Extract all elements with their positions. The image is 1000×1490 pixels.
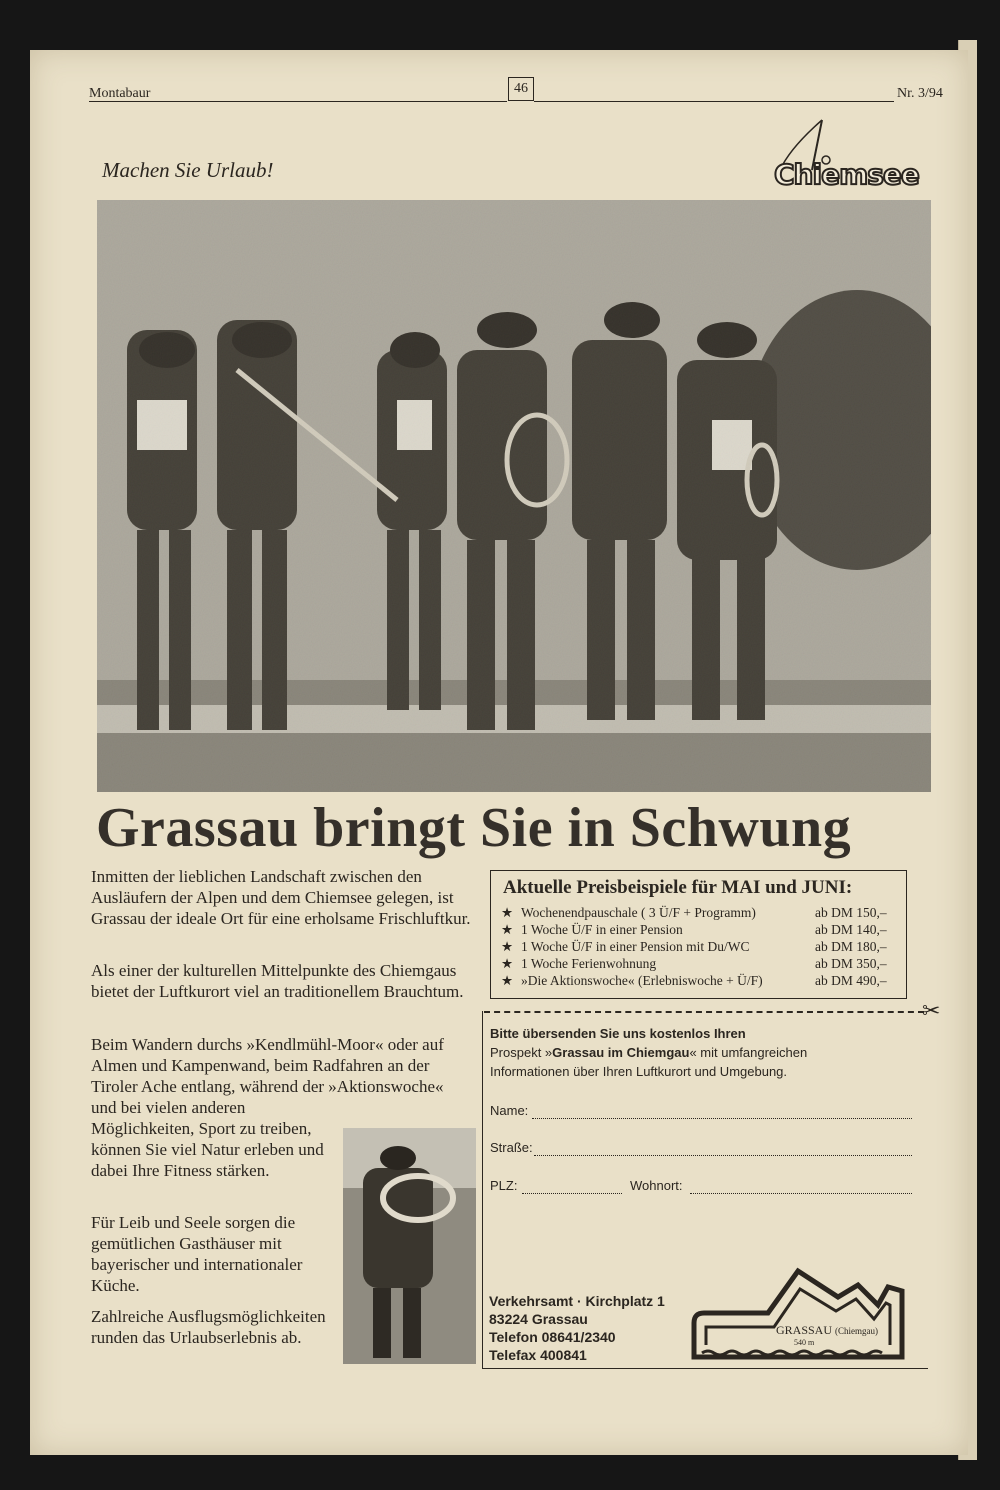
star-icon: ★ [501,922,514,937]
coupon-line-2-pre: Prospekt » [490,1045,553,1060]
body-paragraph-4: Für Leib und Seele sorgen die gemütlichen Gasthäuser mit bayerischer und internationaler Küche. [91,1213,303,1295]
price-row-value: ab DM 490,– [815,973,887,988]
body-paragraph-3: Beim Wandern durchs »Kendlmühl-Moor« oder auf Almen und Kampenwand, beim Radfahren an der Tiroler Ache entlang, während der »Aktionswoche« und bei vielen anderen [91,1035,444,1117]
street-label: Straße: [490,1140,533,1155]
mountain-logo-icon [688,1265,910,1365]
price-row-value: ab DM 150,– [815,905,887,920]
grassau-logo [688,1265,910,1365]
coupon-line-3: Informationen über Ihren Luftkurort und Umgebung. [490,1064,788,1079]
address-line: 83224 Grassau [489,1311,588,1327]
coupon-line-2-post: « mit umfangreichen [689,1045,808,1060]
coupon-bottom-border [482,1368,928,1369]
brass-band-photo [97,200,931,792]
price-row-label: »Die Aktionswoche« (Erlebniswoche + Ü/F) [521,973,763,988]
zip-field[interactable] [522,1193,622,1194]
price-row-label: 1 Woche Ü/F in einer Pension [521,922,683,937]
header-rule-left [89,101,507,102]
price-row-value: ab DM 140,– [815,922,887,937]
headline: Grassau bringt Sie in Schwung [96,797,852,859]
name-label: Name: [490,1103,529,1118]
chiemsee-logo [770,118,930,203]
tuba-player-photo [343,1128,476,1364]
price-row [501,905,901,922]
body-paragraph-3-cont: Möglichkeiten, Sport zu treiben, können Sie viel Natur erleben und dabei Ihre Fitness stärken. [91,1119,324,1180]
price-row-label: 1 Woche Ü/F in einer Pension mit Du/WC [521,939,750,954]
grassau-logo-region: (Chiemgau) [835,1326,879,1336]
body-paragraph-5: Zahlreiche Ausflugsmöglichkeiten runden das Urlaubserlebnis ab. [91,1307,326,1347]
chiemsee-logo-text: Chiemsee [774,158,919,191]
price-box-title: Aktuelle Preisbeispiele für MAI und JUNI: [503,877,853,898]
address-line: Telefax 400841 [489,1347,587,1363]
price-row [501,939,901,956]
star-icon: ★ [501,939,514,954]
header-issue: Nr. 3/94 [897,86,943,101]
price-row-label: Wochenendpauschale ( 3 Ü/F + Programm) [521,905,756,920]
city-label: Wohnort: [630,1178,683,1193]
price-row-value: ab DM 180,– [815,939,887,954]
coupon-line-1: Bitte übersenden Sie uns kostenlos Ihren [490,1026,746,1041]
price-row [501,956,901,973]
slogan: Machen Sie Urlaub! [102,158,274,182]
header-location: Montabaur [89,86,151,101]
star-icon: ★ [501,973,514,988]
scissors-icon: ✂ [922,998,941,1023]
grassau-logo-name: GRASSAU [776,1323,833,1337]
header-rule-right [534,101,894,102]
grassau-logo-altitude: 540 m [794,1338,815,1347]
address-line: Telefon 08641/2340 [489,1329,616,1345]
street-field[interactable] [534,1155,912,1156]
coupon-cut-line [484,1011,924,1013]
star-icon: ★ [501,905,514,920]
body-paragraph-2: Als einer der kulturellen Mittelpunkte des Chiemgaus bietet der Luftkurort viel an traditionellem Brauchtum. [91,961,464,1001]
price-examples-box [490,870,907,999]
tourist-office-address [489,1292,665,1364]
coupon-brochure-title: Grassau im Chiemgau [552,1045,690,1060]
price-row-value: ab DM 350,– [815,956,887,971]
coupon-line-2 [490,1043,807,1062]
zip-label: PLZ: [490,1178,518,1193]
price-row [501,973,901,990]
body-paragraph-1: Inmitten der lieblichen Landschaft zwischen den Ausläufern der Alpen und dem Chiemsee gelegen, ist Grassau der ideale Ort für eine erholsame Frischluftkur. [91,867,471,928]
grassau-logo-text [776,1323,878,1338]
city-field[interactable] [690,1193,912,1194]
coupon-left-border [482,1011,483,1368]
star-icon: ★ [501,956,514,971]
coupon-request-text [490,1024,807,1081]
page-number: 46 [508,77,534,101]
address-line: Verkehrsamt · Kirchplatz 1 [489,1293,665,1309]
price-row [501,922,901,939]
name-field[interactable] [532,1118,912,1119]
price-row-label: 1 Woche Ferienwohnung [521,956,657,971]
